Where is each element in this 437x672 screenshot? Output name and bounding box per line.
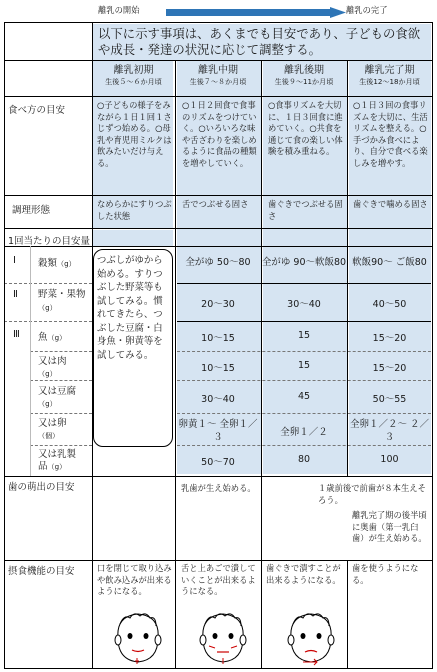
egg-late: 全卵１／２ (280, 427, 328, 438)
food-name-fish: 魚（g） (38, 332, 67, 343)
meat-mid: 10～15 (201, 363, 235, 374)
progress-arrow-icon (166, 7, 346, 19)
dairy-mid: 50～70 (201, 457, 235, 468)
period-early: 離乳初期 生後５～６か月頃 (105, 65, 162, 86)
meat-complete: 15～20 (372, 363, 407, 374)
row-label-function: 摂食機能の目安 (8, 566, 75, 577)
eating-guide-mid: ○１日２回食で食事のリズムをつけていく。○いろいろな味や舌ざわりを楽しめるように食品の種類を増やしていく。 (182, 100, 257, 168)
veg-late: 30～40 (287, 299, 321, 310)
texture-late: 歯ぐきでつぶせる固さ (268, 199, 343, 221)
texture-mid: 舌でつぶせる固さ (182, 199, 249, 209)
veg-mid: 20～30 (201, 299, 235, 310)
food-name-grain: 穀類（g） (38, 258, 76, 269)
eating-guide-late: ○食事リズムを大切に、１日３回食に進めていく。○共食を通じて食の楽しい体験を積み重ねる。 (268, 100, 343, 157)
egg-mid: 卵黄１～ 全卵１／３ (178, 419, 258, 443)
period-mid: 離乳中期 生後７～８か月頃 (189, 65, 247, 86)
row-label-teeth: 歯の萌出の目安 (8, 482, 75, 493)
food-name-dairy: 又は乳製品（g） (38, 449, 77, 472)
function-mid: 舌と上あごで潰していくことが出来るようになる。 (181, 563, 256, 597)
start-label: 離乳の開始 (98, 5, 140, 15)
food-num-3: Ⅲ (13, 329, 20, 340)
teeth-mid: 乳歯が生え始める。 (181, 483, 256, 493)
row-label-eating-guide: 食べ方の目安 (8, 105, 66, 116)
grain-mid: 全がゆ 50～80 (185, 257, 251, 268)
function-complete: 歯を使うようになる。 (352, 563, 419, 585)
fish-mid: 10～15 (201, 333, 235, 344)
period-complete: 離乳完了期 生後12～18か月頃 (359, 65, 420, 86)
period-late: 離乳後期 生後９～11か月頃 (274, 65, 334, 86)
tofu-complete: 50～55 (372, 394, 407, 405)
end-label: 離乳の完了 (346, 5, 388, 15)
texture-complete: 歯ぐきで噛める固さ (353, 199, 428, 209)
teeth-late: １歳前後で前歯が８本生えそろう。 (318, 483, 426, 505)
food-name-egg: 又は卵 （個） (38, 418, 67, 440)
food-name-vegetables: 野菜・果物（g） (38, 289, 86, 312)
texture-early: なめらかにすりつぶした状態 (97, 199, 172, 221)
face-late-icon (283, 608, 339, 666)
food-name-tofu: 又は豆腐 （g） (38, 386, 77, 408)
food-name-meat: 又は肉 （g） (38, 356, 67, 378)
col-bg-early-amount (92, 230, 173, 246)
row-label-per-meal: 1回当たりの目安量 (8, 236, 91, 247)
eating-guide-early: ○子どもの様子をみながら１日１回１さじずつ始める。○母乳や育児用ミルクは飲みたいだけ与える。 (97, 100, 172, 168)
tofu-mid: 30～40 (201, 394, 235, 405)
early-stage-note: つぶしがゆから始める。すりつぶした野菜等も試してみる。慣れてきたら、つぶした豆腐・白身魚・卵黄等を試してみる。 (93, 249, 173, 447)
eating-guide-complete: ○１日３回の食事リズムを大切に、生活リズムを整える。○手づかみ食べにより、自分で食べる楽しみを増やす。 (353, 100, 428, 168)
face-early-icon (110, 608, 166, 666)
tofu-late: 45 (297, 391, 311, 402)
row-label-texture: 調理形態 (12, 205, 51, 216)
egg-complete: 全卵１／２～ ２／３ (349, 419, 430, 443)
guideline-note: 以下に示す事項は、あくまでも目安であり、子どもの食欲や成長・発達の状況に応じて調整する。 (92, 24, 431, 60)
function-early: 口を閉じて取り込みや飲み込みが出来るようになる。 (97, 563, 172, 597)
teeth-complete: 離乳完了期の後半頃に奥歯（第一乳臼歯）が生え始める。 (352, 510, 427, 544)
dairy-late: 80 (297, 454, 311, 465)
food-num-1: Ⅰ (13, 255, 16, 266)
grain-late: 全がゆ 90～軟飯80 (261, 257, 347, 268)
veg-complete: 40～50 (372, 299, 407, 310)
food-num-2: Ⅱ (13, 289, 18, 300)
fish-complete: 15～20 (372, 333, 407, 344)
face-mid-icon (195, 608, 251, 666)
dairy-complete: 100 (380, 454, 399, 465)
fish-late: 15 (297, 330, 311, 341)
grain-complete: 軟飯90～ ご飯80 (352, 257, 427, 268)
meat-late: 15 (297, 360, 311, 371)
function-late: 歯ぐきで潰すことが出来るようになる。 (266, 563, 341, 585)
